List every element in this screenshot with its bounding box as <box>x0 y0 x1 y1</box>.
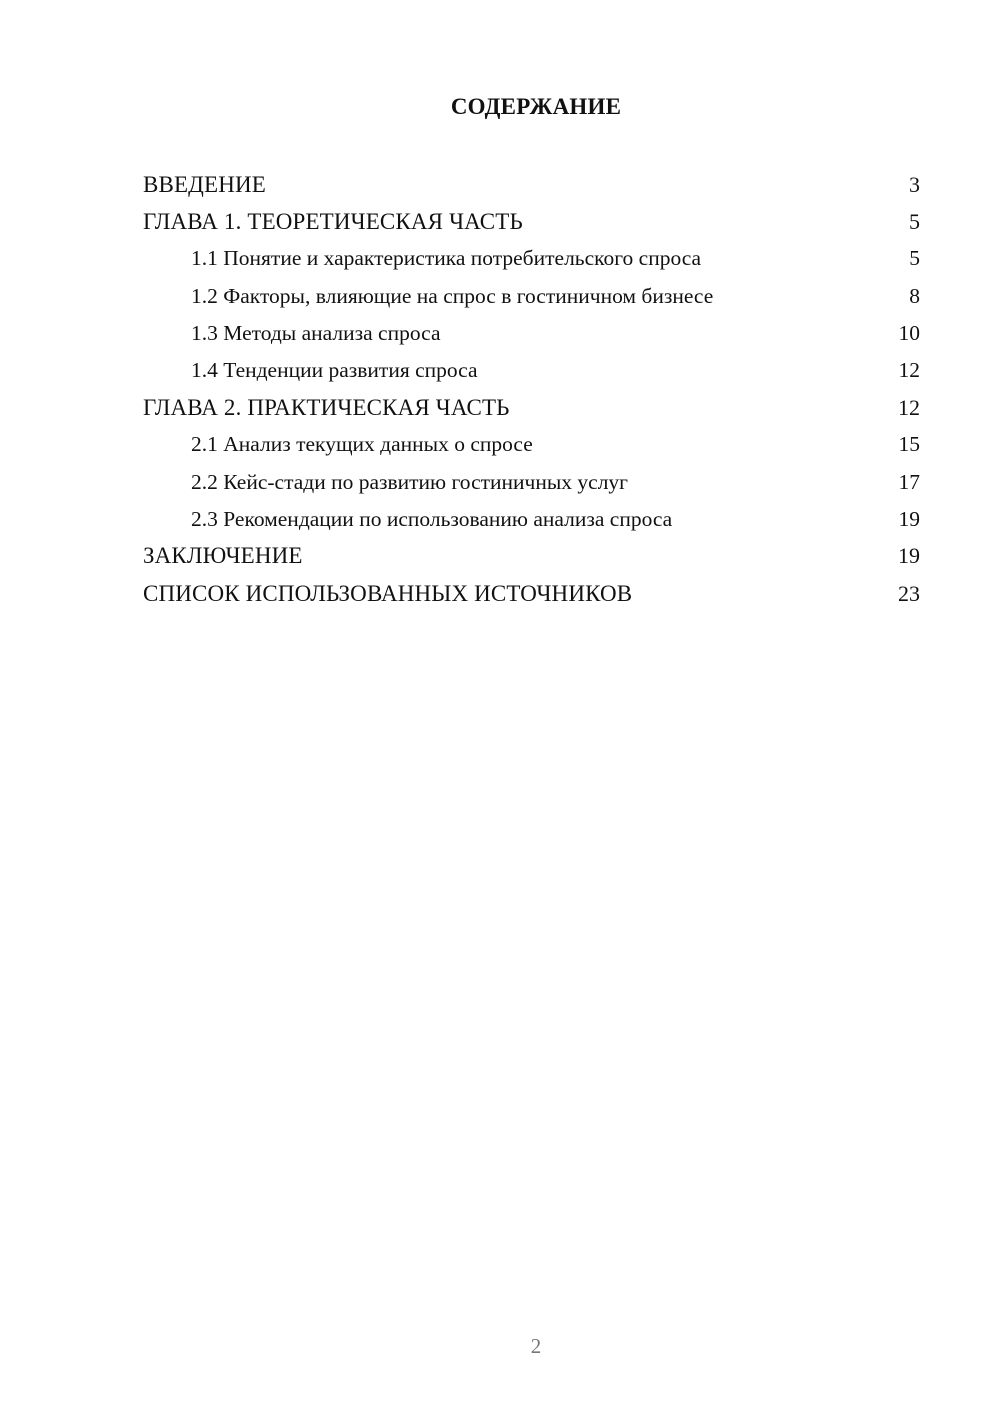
page-number: 2 <box>530 1334 542 1358</box>
toc-entry-page: 5 <box>909 208 920 234</box>
toc-entry-conclusion <box>143 538 920 575</box>
toc-entry-page: 15 <box>898 432 920 457</box>
toc-entry-section-2-1 <box>143 426 920 463</box>
toc-entry-page: 23 <box>898 580 920 606</box>
toc-entry-page: 17 <box>898 469 920 494</box>
toc-entry-label: 2.1 Анализ текущих данных о спросе <box>191 432 533 457</box>
toc-entry-section-2-3 <box>143 501 920 538</box>
toc-title: СОДЕРЖАНИЕ <box>450 94 622 119</box>
toc-entry-section-1-3 <box>143 315 920 352</box>
toc-entry-chapter-1 <box>143 203 920 240</box>
toc-entry-section-2-2 <box>143 464 920 501</box>
toc-entry-section-1-2 <box>143 278 920 315</box>
toc-entry-section-1-4 <box>143 352 920 389</box>
toc-entry-label: 1.1 Понятие и характеристика потребительского спроса <box>191 246 702 271</box>
toc-entry-label: ЗАКЛЮЧЕНИЕ <box>143 543 303 569</box>
toc-entry-page: 5 <box>909 246 920 271</box>
toc-entry-label: ВВЕДЕНИЕ <box>143 171 266 197</box>
toc-entry-page: 10 <box>898 320 920 345</box>
toc-entry-label: ГЛАВА 1. ТЕОРЕТИЧЕСКАЯ ЧАСТЬ <box>143 208 523 234</box>
toc-entry-label: СПИСОК ИСПОЛЬЗОВАННЫХ ИСТОЧНИКОВ <box>143 580 633 606</box>
toc-entry-page: 3 <box>909 171 920 197</box>
toc-entry-label: 2.3 Рекомендации по использованию анализа спроса <box>191 506 673 531</box>
toc-entry-section-1-1 <box>143 240 920 277</box>
toc-entry-page: 19 <box>898 506 920 531</box>
toc-entry-references <box>143 575 920 612</box>
table-of-contents <box>143 166 920 612</box>
toc-entry-introduction <box>143 166 920 203</box>
toc-entry-page: 12 <box>898 394 920 420</box>
toc-entry-label: 1.2 Факторы, влияющие на спрос в гостиничном бизнесе <box>191 283 714 308</box>
toc-entry-page: 8 <box>909 283 920 308</box>
toc-entry-label: 1.4 Тенденции развития спроса <box>191 358 478 383</box>
toc-entry-page: 12 <box>898 358 920 383</box>
toc-entry-chapter-2 <box>143 389 920 426</box>
toc-entry-label: 1.3 Методы анализа спроса <box>191 320 441 345</box>
toc-entry-label: 2.2 Кейс-стади по развитию гостиничных услуг <box>191 469 629 494</box>
toc-entry-label: ГЛАВА 2. ПРАКТИЧЕСКАЯ ЧАСТЬ <box>143 394 510 420</box>
toc-entry-page: 19 <box>898 543 920 569</box>
